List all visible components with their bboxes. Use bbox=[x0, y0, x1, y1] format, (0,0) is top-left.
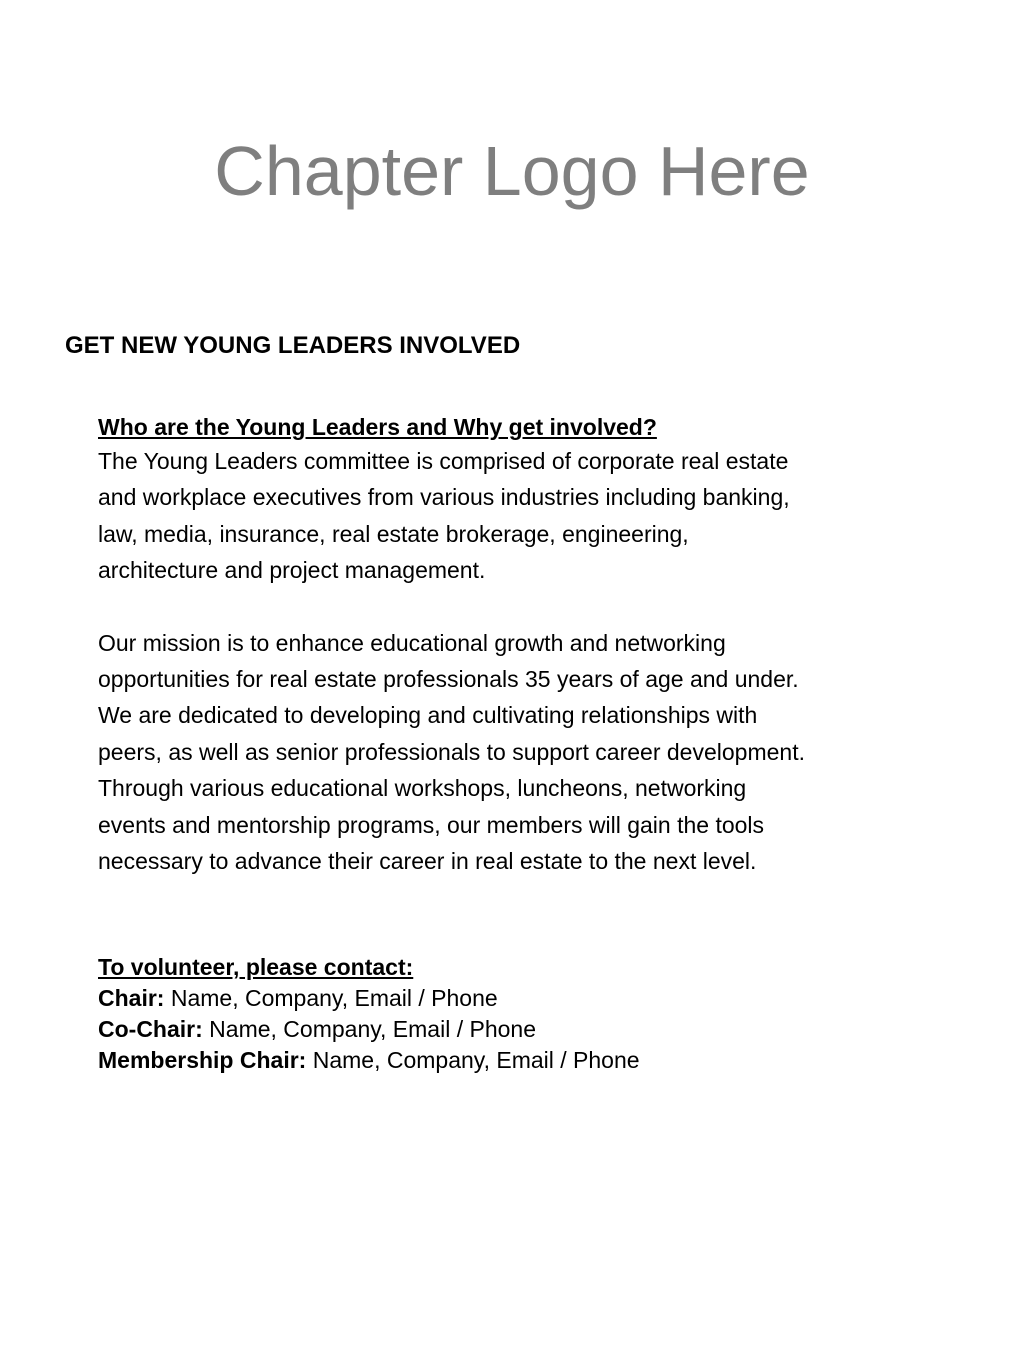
paragraph-line: events and mentorship programs, our members will gain the tools bbox=[98, 811, 765, 838]
paragraph-line: and workplace executives from various industries including banking, bbox=[98, 484, 790, 511]
paragraph-line: Our mission is to enhance educational growth and networking bbox=[98, 629, 726, 656]
page-heading: GET NEW YOUNG LEADERS INVOLVED bbox=[65, 332, 521, 359]
contact-role: Chair: bbox=[98, 985, 165, 1011]
committee-paragraph bbox=[98, 443, 968, 589]
mission-paragraph bbox=[98, 625, 968, 880]
contact-role: Membership Chair: bbox=[98, 1047, 307, 1073]
paragraph-line: opportunities for real estate professionals 35 years of age and under. bbox=[98, 666, 799, 693]
paragraph-line: law, media, insurance, real estate brokerage, engineering, bbox=[98, 520, 689, 547]
paragraph-line: The Young Leaders committee is comprised of corporate real estate bbox=[98, 448, 789, 474]
chapter-logo-placeholder: Chapter Logo Here bbox=[214, 132, 810, 210]
paragraph-line: We are dedicated to developing and cultivating relationships with bbox=[98, 702, 758, 729]
about-section bbox=[98, 411, 968, 879]
contact-details: Name, Company, Email / Phone bbox=[306, 1047, 640, 1073]
contact-chair bbox=[98, 983, 968, 1014]
contact-details: Name, Company, Email / Phone bbox=[202, 1016, 537, 1042]
paragraph-line: Through various educational workshops, luncheons, networking bbox=[98, 775, 747, 802]
contact-co-chair bbox=[98, 1014, 968, 1045]
contact-subheading: To volunteer, please contact: bbox=[98, 954, 414, 980]
contact-section bbox=[98, 952, 968, 1076]
about-subheading: Who are the Young Leaders and Why get involved? bbox=[98, 414, 657, 440]
contact-membership-chair bbox=[98, 1045, 968, 1076]
contact-details: Name, Company, Email / Phone bbox=[164, 985, 498, 1011]
paragraph-line: architecture and project management. bbox=[98, 557, 486, 584]
contact-role: Co-Chair: bbox=[98, 1016, 203, 1042]
paragraph-line: peers, as well as senior professionals to support career development. bbox=[98, 738, 805, 765]
paragraph-line: necessary to advance their career in real estate to the next level. bbox=[98, 848, 757, 875]
